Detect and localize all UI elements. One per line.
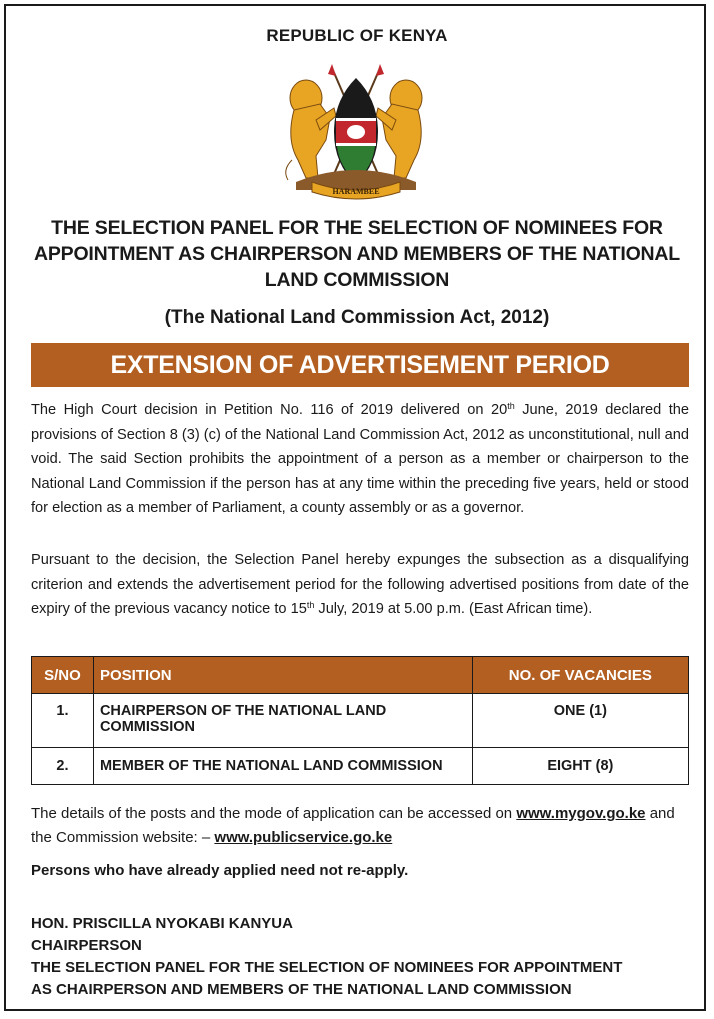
row-position: MEMBER OF THE NATIONAL LAND COMMISSION	[93, 748, 472, 785]
paragraph-text: June, 2019 declared the provisions of Section 8 (3) (c) of the National Land Commission Act, 2012 as unconstitutional, null and void. The said Section prohibits the appointment of a person as a member or chairperson to the National Land Commission if the person has at any time within the preceding five years, held or stood for election as a member of Parliament, a county assembly or as a governor.	[31, 402, 689, 516]
act-reference: (The National Land Commission Act, 2012)	[164, 307, 550, 328]
panel-title	[20, 215, 694, 293]
signatory-org-line: AS CHAIRPERSON AND MEMBERS OF THE NATIONAL LAND COMMISSION	[31, 981, 572, 998]
row-sn: 1.	[32, 694, 94, 748]
republic-heading: REPUBLIC OF KENYA	[266, 26, 448, 45]
ordinal-suffix: th	[306, 600, 315, 610]
row-vacancies: EIGHT (8)	[472, 748, 688, 785]
extension-paragraph	[31, 548, 689, 622]
table-header-row	[32, 657, 689, 694]
coat-of-arms-emblem	[276, 60, 436, 200]
coat-of-arms-motto: HARAMBEE	[332, 187, 380, 196]
extension-banner: EXTENSION OF ADVERTISEMENT PERIOD	[31, 343, 689, 387]
paragraph-text: The High Court decision in Petition No. 116 of 2019 delivered on 20	[31, 402, 508, 418]
row-vacancies: ONE (1)	[472, 694, 688, 748]
ordinal-suffix: th	[507, 401, 515, 411]
signatory-name: HON. PRISCILLA NYOKABI KANYUA	[31, 915, 293, 932]
reapply-note: Persons who have already applied need not re-apply.	[31, 862, 409, 879]
signatory-role: CHAIRPERSON	[31, 937, 142, 954]
paragraph-text: Pursuant to the decision, the Selection Panel hereby expunges the subsection as a disqualifying criterion and extends the advertisement period for the following advertised positions from date of the expiry of the previous vacancy notice to 15	[31, 552, 689, 617]
header-position: POSITION	[93, 657, 472, 694]
publicservice-link[interactable]: www.publicservice.go.ke	[214, 829, 393, 846]
signatory-org-line: THE SELECTION PANEL FOR THE SELECTION OF NOMINEES FOR APPOINTMENT	[31, 959, 623, 976]
table-row	[32, 748, 689, 785]
header-sn: S/NO	[32, 657, 94, 694]
row-sn: 2.	[32, 748, 94, 785]
application-details	[31, 802, 689, 850]
mygov-link[interactable]: www.mygov.go.ke	[516, 805, 646, 822]
paragraph-text: July, 2019 at 5.00 p.m. (East African time).	[314, 601, 593, 617]
panel-title-line: APPOINTMENT AS CHAIRPERSON AND MEMBERS OF THE NATIONAL	[33, 243, 681, 265]
vacancies-table	[31, 656, 689, 785]
court-decision-paragraph	[31, 398, 689, 521]
panel-title-line: THE SELECTION PANEL FOR THE SELECTION OF NOMINEES FOR	[51, 217, 663, 239]
signature-block	[31, 913, 622, 1001]
details-text: and the Commission website: –	[31, 805, 675, 846]
row-position: CHAIRPERSON OF THE NATIONAL LAND COMMISSION	[93, 694, 472, 748]
header-vacancies: NO. OF VACANCIES	[472, 657, 688, 694]
panel-title-line: LAND COMMISSION	[264, 269, 450, 291]
details-text: The details of the posts and the mode of application can be accessed on	[31, 805, 517, 822]
table-row	[32, 694, 689, 748]
